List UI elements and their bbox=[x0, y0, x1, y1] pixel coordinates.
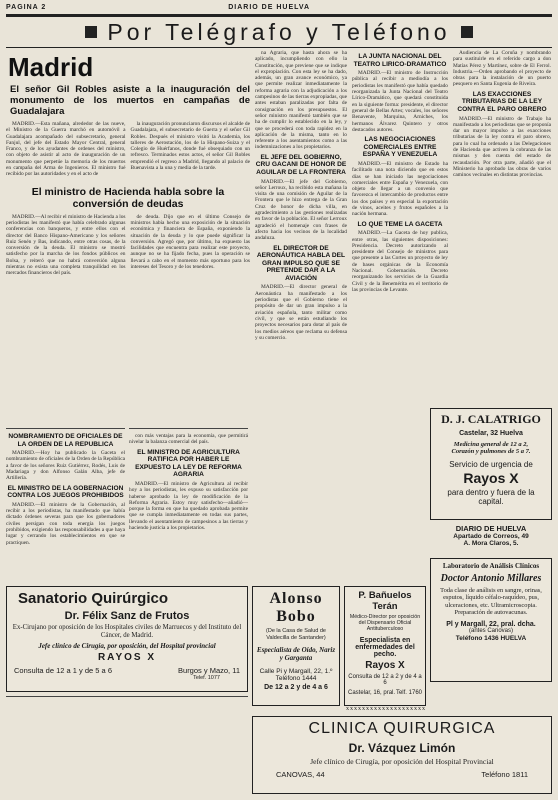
sanatorio-rayos: RAYOS X bbox=[97, 652, 157, 663]
orden-republica-headline: NOMBRAMIENTO DE OFICIALES DE LA ORDEN DE LA REPUBLICA bbox=[8, 433, 123, 448]
madrid-text-a: MADRID.—Esta mañana, alrededor de las nueve, el Ministro de la Guerra marchó en automóvil a Guadalajara acompañado del subsecretario, general Fanjul, del jefe del Estado Mayor Central, general Franco, y de los ayudantes de ordenes del ministro, con objeto de asistir al acto de inauguración de un monumento que perpetúe la memoria de los muertos en campaña del Arma de Ingenieros. El ministro fué recibido por las autoridades y en el acto de bbox=[6, 121, 126, 178]
sanatorio-text: Ex-Cirujano por oposición de los Hospitales civiles de Marruecos y del Instituto del Cáncer, de Madrid. bbox=[12, 624, 242, 639]
lab-phone: Teléfono 1436 HUELVA bbox=[455, 634, 527, 642]
bobo-ad bbox=[252, 586, 340, 706]
col2-headline-1: EL JEFE DEL GOBIERNO, CRU GACANI DE HONOR DE AGUILAR DE LA FRONTERA bbox=[255, 153, 347, 176]
hacienda-text-c: MADRID.—Al recibir el ministro de Hacienda a los periodistas les manifestó que había celebrado algunas conferencias con banqueros, y entre ellos con el director del Banco Hispano-Americano y los señores Ruiz Senén y Bas, indicando, entre otras cosas, de la conversión de la deuda. El ministro se mostró satisfecho por la marcha de los fondos públicos en Bolsa, y reiteró que no habrá conversión alguna mientras no exista una completa tranquilidad en los mercados financieros del país. bbox=[6, 213, 126, 277]
clinica-ad bbox=[252, 716, 552, 794]
banuelos-specialty: Especialista en enfermedades del pecho. bbox=[355, 636, 415, 658]
col2-text: na Agraria, que hasta ahora se ha aplicado, incumpliendo con ello la Constitución, que previene que se indique el expropiación. Con esta ley se ha dado, además, un gran avance económico, ya que permite realizar inmediatamente la reforma agraria con la adjudicación a los campesinos de las tierras expropiadas, que antes estaban paralizadas por falta de consignación en los presupuestos. El señor ministro manifestó también que se ha de cumplir lo establecido en la ley, y que se procederá con toda rapidez en la aplicación de la misma, tanto en lo referente a los asentamientos como a las indemnizaciones a los propietarios. bbox=[255, 50, 347, 151]
calatrigo-line1: Medicina general de 12 a 2, bbox=[453, 441, 529, 448]
column-4 bbox=[453, 50, 551, 420]
agricultura-headline: EL MINISTRO DE AGRICULTURA RATIFICA POR HABER LE EXPUESTO LA LEY DE REFORMA AGRARIA bbox=[135, 448, 242, 479]
madrid-column bbox=[6, 50, 250, 420]
lab-address-note: (antes Canovas) bbox=[468, 627, 514, 634]
agricultura-lead: con más ventajas para la economía, que permitirá nivelar la balanza comercial del país. bbox=[129, 433, 248, 446]
paper-name: DIARIO DE HUELVA bbox=[228, 4, 311, 11]
clinica-title: CLINICA QUIRURGICA bbox=[308, 720, 496, 737]
lab-text: Toda clase de análisis en sangre, orinas, esputos, líquido céfalo-raquídeo, pus, ulceraciones, etc. Ultramicroscopia. Preparación de autovacunas. bbox=[440, 587, 542, 617]
banner-square-right bbox=[461, 26, 473, 38]
calatrigo-name: D. J. CALATRIGO bbox=[441, 412, 541, 426]
clinica-text: Jefe clínico de Cirugía, por oposición del Hospital Provincial bbox=[310, 757, 494, 766]
col3-headline-2: LAS NEGOCIACIONES COMERCIALES ENTRE ESPAÑA Y VENEZUELA bbox=[362, 136, 438, 159]
sanatorio-ad bbox=[6, 586, 248, 692]
bobo-address: Calle Pi y Margall, 22, 1.º bbox=[259, 668, 333, 675]
col3-headline-3: LO QUE TEME LA GACETA bbox=[357, 220, 443, 228]
column-3 bbox=[352, 50, 448, 420]
agricultura-text: MADRID.—El ministro de Agricultura al recibir hoy a los periodistas, les expuso su satisfacción por haberse aprobado la ley de modificación de la Reforma Agraria. Estoy muy satisfecho—añadió—porque la forma en que ha quedado aprobada permite que se cumpla inmediatamente en todas sus partes, llevando el asentamiento de campesinos a las tierras y haciendo justicia a los propietarios. bbox=[129, 480, 248, 532]
banuelos-sub: Médico-Director por oposición del Dispensario Oficial Antituberculoso bbox=[349, 614, 421, 633]
lower-column-1 bbox=[6, 424, 125, 584]
calatrigo-address: Castelar, 32 Huelva bbox=[459, 430, 523, 437]
upper-columns bbox=[6, 50, 552, 420]
diario-addr2: A. Mora Claros, 5. bbox=[463, 540, 519, 547]
section-banner bbox=[6, 14, 552, 48]
col4-text-1: MADRID.—El ministro de Trabajo ha manifestado a los periodistas que se proponía dar un mayor impulso a las exacciones tributarias de la ley contra el paro obrero, para lo cual ha ordenado a las Delegaciones de Hacienda que activen la cobranza de las mismas y den cuenta del estado de recaudación. Por otra parte, añadió que el Ministerio ha aprobado las obras de varios caminos vecinales en distintas provincias. bbox=[453, 115, 551, 179]
banuelos-hours: Consulta de 12 a 2 y de 4 a 6 bbox=[348, 673, 422, 686]
bobo-phone: Teléfono 1444 bbox=[275, 675, 317, 682]
banuelos-name: P. Bañuelos Terán bbox=[358, 590, 412, 612]
bobo-hours: De 12 a 2 y de 4 a 6 bbox=[264, 684, 328, 691]
diario-title: DIARIO DE HUELVA bbox=[455, 524, 527, 533]
banuelos-rayos: Rayos X bbox=[365, 659, 405, 671]
madrid-headline: El señor Gil Robles asiste a la inauguración del monumento de los muertos en campañas de Guadalajara bbox=[10, 84, 250, 117]
calatrigo-service: Servicio de urgencia de bbox=[449, 460, 533, 469]
calatrigo-line2: Corazón y pulmones de 5 a 7. bbox=[451, 448, 531, 455]
lab-doctor: Doctor Antonio Millares bbox=[440, 573, 542, 584]
clinica-address: CANOVAS, 44 bbox=[276, 770, 325, 779]
hacienda-text-columns bbox=[6, 214, 250, 279]
col3-text-3: MADRID.—La Gaceta de hoy publica, entre otras, las siguientes disposiciones: Presidencia. Decreto autorizando al presidente del Consejo de ministros para que presente a las Cortes un proyecto de ley de bases orgánicas de la Economía Nacional. Gobernación. Decreto reorganizando los servicios de la Guardia Civil y de la Benemérita en el territorio de las provincias de Levante. bbox=[352, 230, 448, 293]
bottom-left-filler bbox=[6, 696, 248, 795]
sanatorio-address: Burgos y Mazo, 11 bbox=[178, 666, 240, 675]
orden-republica-text: MADRID.—Hoy ha publicado la Gaceta el nombramiento de oficiales de la Orden de la República a favor de los señores Ruiz Gutiérrez, Rodés, Luis de Madariaga y don Alfonso Galán Alba, jefe de Artillería. bbox=[6, 450, 125, 482]
col4-text-0: Audiencia de La Coruña y nombrando para sustituirle en el referido cargo a don Matías Pérez y Martínez, sobre de El Ferrol. Industria.—Orden aprobando el proyecto de obras para la instalación de un puerto pesquero en Santa Eugenia de Riveira. bbox=[453, 50, 551, 88]
bobo-name: Alonso Bobo bbox=[269, 590, 323, 625]
madrid-title: Madrid bbox=[8, 52, 94, 82]
decorative-x-row: xxxxxxxxxxxxxxxxxxxx bbox=[346, 706, 426, 712]
banner-square-left bbox=[85, 26, 97, 38]
bobo-sub: (De la Casa de Salud de Valdecilla de Santander) bbox=[266, 628, 326, 641]
banuelos-address: Castelar, 16, pral. bbox=[348, 689, 396, 696]
madrid-text-columns bbox=[6, 121, 250, 180]
calatrigo-rayos: Rayos X bbox=[463, 470, 519, 486]
page-number: PAGINA 2 bbox=[6, 4, 47, 11]
column-2 bbox=[255, 50, 347, 420]
col3-text-1: MADRID.—El ministro de Instrucción pública al recibir a mediodía a los periodistas les manifestó que había quedado reorganizada la Junta Nacional del Teatro Lírico-Dramático, que quedará constituida en la siguiente forma: presidente, el director general de Bellas Artes; vocales, los señores Benavente, Marquina, Arniches, los hermanos Álvarez Quintero y otros destacados autores. bbox=[352, 70, 448, 133]
madrid-text-b: la inauguración pronunciaron discursos el alcalde de Guadalajara, el subsecretario de Guerra y el señor Gil Robles. Después el ministro visitó la Academia, los talleres de Aerostación, los de la Hispano-Suiza y el Colegio de Huérfanos, donde fué obsequiado con un refresco. Terminados estos actos, el señor Gil Robles emprendió el regreso a Madrid, llegando al palacio de Buenavista a la una y media de la tarde. bbox=[130, 121, 250, 172]
juegos-headline: EL MINISTRO DE LA GOBERNACION CONTRA LOS JUEGOS PROHIBIDOS bbox=[7, 484, 124, 500]
calatrigo-ad bbox=[430, 408, 552, 520]
sanatorio-hours: Consulta de 12 a 1 y de 5 a 6 bbox=[14, 666, 112, 675]
banner-title: Por Telégrafo y Teléfono bbox=[107, 18, 451, 45]
clinica-doctor: Dr. Vázquez Limón bbox=[348, 741, 456, 755]
sanatorio-title: Sanatorio Quirúrgico bbox=[18, 590, 169, 607]
hacienda-text-d: de deuda. Dijo que en el último Consejo de ministros había hecho una exposición de la situación económica y financiera de España, exponiendo la situación de la deuda y lo que puede significar la conversión. Agregó que, por último, ha expuesto las facilidades que encuentra para realizar este proyecto, aunque no se ha fijado fecha, pues la operación se llevará a cabo en el momento más oportuno para los intereses del Tesoro y de los tenedores. bbox=[130, 213, 250, 271]
sanatorio-doctor: Dr. Félix Sanz de Frutos bbox=[64, 610, 190, 622]
col4-headline-1: LAS EXACCIONES TRIBUTARIAS DE LA LEY CONTRA EL PARO OBRERO bbox=[457, 90, 547, 113]
banuelos-phone: Telf. 1760 bbox=[395, 689, 422, 696]
sanatorio-phone: Telef. 1077 bbox=[193, 675, 220, 681]
col3-text-2: MADRID.—El ministro de Estado ha facilitado una nota diciendo que en estos días se han iniciado las negociaciones comerciales entre España y Venezuela, con objeto de llegar a un convenio que favorezca el intercambio de productos entre los dos países y en especial la exportación de vinos, aceites y frutos españoles a la nación hermana. bbox=[352, 160, 448, 218]
lab-address: Pl y Margall, 22, pral. dcha. bbox=[446, 620, 536, 628]
laboratorio-ad bbox=[430, 558, 552, 682]
col3-headline-1: LA JUNTA NACIONAL DEL TEATRO LIRICO-DRAMATICO bbox=[353, 53, 447, 68]
diario-addr1: Apartado de Correos, 49 bbox=[453, 533, 529, 540]
clinica-phone: Teléfono 1811 bbox=[481, 770, 528, 779]
col2-text-2: MADRID.—El director general de Aeronáutica ha manifestado a los periodistas que el Gobierno tiene el propósito de dar un gran impulso a la aviación española, tanto militar como civil, y que se están estudiando los proyectos necesarios para dotar al país de los medios aéreos que reclama su defensa y su comercio. bbox=[255, 284, 347, 341]
diario-ad bbox=[430, 524, 552, 558]
calatrigo-footer: para dentro y fuera de la capital. bbox=[447, 488, 535, 506]
hacienda-headline: El ministro de Hacienda habla sobre la conversión de deudas bbox=[31, 185, 225, 210]
col2-headline-2: EL DIRECTOR DE AERONÁUTICA HABLA DEL GRAN IMPULSO QUE SE PRETENDE DAR A LA AVIACIÓN bbox=[256, 244, 346, 282]
sanatorio-jefe: Jefe clínico de Cirugía, por oposición, del Hospital provincial bbox=[38, 642, 216, 650]
col2-text-1: MADRID.—El jefe del Gobierno, señor Lerroux, ha recibido esta mañana la visita de una comisión de Aguilar de la Frontera que le hizo entrega de la Gran Cruz de honor de dicha villa, en agradecimiento a las gestiones realizadas en favor de la población. El señor Lerroux agradeció el homenaje con frases de afecto hacia los vecinos de la localidad andaluza. bbox=[255, 178, 347, 242]
juegos-text: MADRID.—El ministro de la Gobernación, al recibir a los periodistas, ha manifestado que había dictado órdenes severas para que los gobernadores civiles persigan con toda energía los juegos prohibidos, exigiendo las responsabilidades a que haya lugar y cerrando los establecimientos en que se practiquen. bbox=[6, 501, 125, 546]
lab-title: Laboratorio de Análisis Clínicos bbox=[442, 562, 540, 570]
banuelos-ad bbox=[344, 586, 426, 706]
lower-column-2 bbox=[129, 424, 248, 584]
running-head bbox=[6, 4, 552, 11]
bobo-specialty: Especialista de Oído, Nariz y Garganta bbox=[256, 646, 336, 662]
